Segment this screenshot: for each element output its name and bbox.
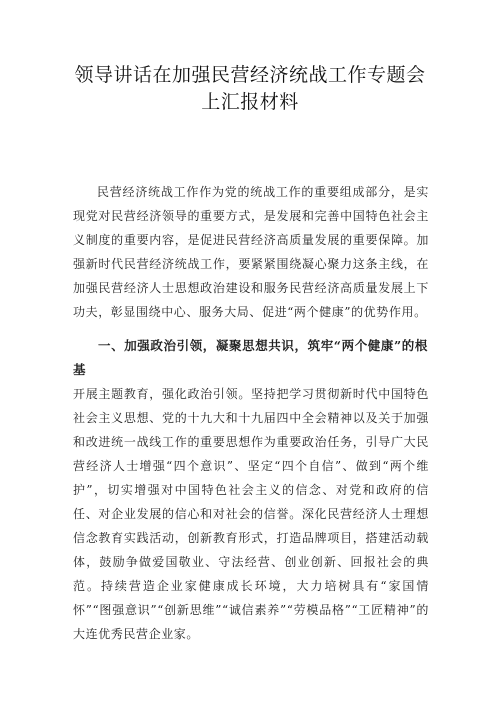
section-heading-1: 一、加强政治引领，凝聚思想共识，筑牢“两个健康”的根基 [73,338,428,377]
intro-paragraph: 民营经济统战工作作为党的统战工作的重要组成部分，是实现党对民营经济领导的重要方式，是发展和完善中国特色社会主义制度的重要内容，是促进民营经济高质量发展的重要保障。加强新时代民营经济统战工作，要紧紧围绕凝心聚力这条主线，在加强民营经济人士思想政治建设和服务民营经济高质量发展上下功夫，彰显围绕中心、服务大局、促进“两个健康”的优势作用。 [73,185,429,319]
document-body [73,180,429,646]
document-title [70,62,430,116]
section-paragraph-1: 开展主题教育，强化政治引领。坚持把学习贯彻新时代中国特色社会主义思想、党的十九大和十九届四中全会精神以及关于加强和改进统一战线工作的重要思想作为重要政治任务，引导广大民营经济人士增强“四个意识”、坚定“四个自信”、做到“两个维护”，切实增强对中国特色社会主义的信念、对党和政府的信任、对企业发展的信心和对社会的信誉。深化民营经济人士理想信念教育实践活动，创新教育形式，打造品牌项目，搭建活动载体，鼓励争做爱国敬业、守法经营、创业创新、回报社会的典范。持续营造企业家健康成长环境，大力培树具有“家国情怀”“图强意识”“创新思维”“诚信素养”“劳模品格”“工匠精神”的大连优秀民营企业家。 [73,387,429,641]
title-line-2: 上汇报材料 [201,91,299,113]
title-line-1: 领导讲话在加强民营经济统战工作专题会 [74,64,426,86]
